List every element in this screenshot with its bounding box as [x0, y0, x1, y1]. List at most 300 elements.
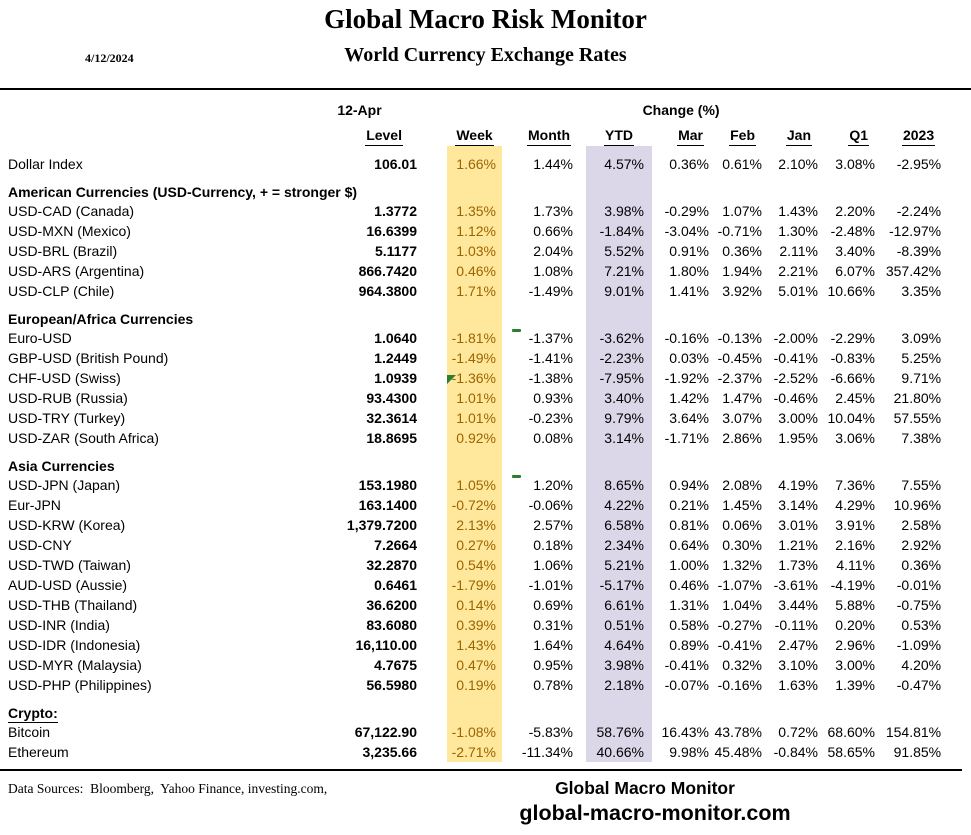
spacer-cell	[419, 515, 447, 535]
table-row	[8, 261, 943, 281]
cell-week: -1.81%	[447, 328, 502, 348]
row-label: USD-CLP (Chile)	[8, 283, 115, 299]
row-label: CHF-USD (Swiss)	[8, 370, 121, 386]
cell-2023: -2.95%	[896, 156, 942, 172]
cell-ytd: -2.23%	[586, 348, 652, 368]
cell-feb: 0.36%	[722, 243, 762, 259]
cell-mar: 3.64%	[669, 410, 709, 426]
cell-mar: -0.07%	[664, 677, 709, 693]
cell-mar: 1.00%	[669, 557, 709, 573]
cell-month: -0.06%	[528, 497, 573, 513]
cell-jan: -0.41%	[773, 350, 818, 366]
page-subtitle: World Currency Exchange Rates	[344, 44, 627, 66]
green-dash-icon	[512, 329, 521, 332]
cell-2023: 9.71%	[901, 370, 942, 386]
cell-2023: 10.96%	[893, 497, 942, 513]
cell-ytd: 6.61%	[586, 595, 652, 615]
row-label: Eur-JPN	[8, 497, 61, 513]
cell-q1: 10.66%	[827, 283, 875, 299]
cell-mar: -1.71%	[664, 430, 709, 446]
cell-level: 7.2664	[374, 537, 417, 553]
cell-ytd: 58.76%	[586, 722, 652, 742]
col-header-q1: Q1	[820, 120, 877, 146]
cell-feb: 43.78%	[714, 724, 762, 740]
spacer-cell	[419, 615, 447, 635]
cell-q1: 4.29%	[835, 497, 875, 513]
col-header-jan: Jan	[764, 120, 820, 146]
cell-month: 1.06%	[533, 557, 573, 573]
table-row	[8, 348, 943, 368]
spacer-cell	[575, 146, 586, 154]
table-row	[8, 428, 943, 448]
spacer-cell	[575, 428, 586, 448]
cell-q1: 4.11%	[836, 557, 875, 573]
cell-jan: 3.44%	[778, 597, 818, 613]
section-label	[8, 695, 419, 722]
week-band-cell	[447, 695, 502, 722]
cell-level: 964.3800	[358, 283, 417, 299]
cell-month: 1.64%	[533, 637, 573, 653]
cell-jan: 2.47%	[778, 637, 818, 653]
cell-week: 0.14%	[447, 595, 502, 615]
cell-level: 1.0939	[374, 370, 417, 386]
spacer-cell	[575, 261, 586, 281]
cell-month: -1.41%	[528, 350, 573, 366]
cell-feb: 2.86%	[722, 430, 762, 446]
cell-mar: -3.04%	[664, 223, 709, 239]
cell-week: 0.46%	[447, 261, 502, 281]
cell-month: 0.31%	[533, 617, 573, 633]
table-row	[8, 722, 943, 742]
week-band-cell	[447, 301, 502, 328]
cell-level: 56.5980	[366, 677, 417, 693]
cell-q1: 2.45%	[835, 390, 875, 406]
cell-ytd: 40.66%	[586, 742, 652, 762]
spacer-cell	[575, 475, 586, 495]
cell-mar: -0.16%	[664, 330, 709, 346]
cell-feb: -0.13%	[717, 330, 762, 346]
row-label: Bitcoin	[8, 724, 51, 740]
cell-jan: 3.10%	[778, 657, 818, 673]
spacer-cell	[8, 120, 300, 146]
change-pct-header: Change (%)	[642, 102, 720, 118]
cell-jan: 3.00%	[778, 410, 818, 426]
cell-2023: 57.55%	[893, 410, 942, 426]
spacer-cell	[419, 146, 447, 154]
cell-level: 5.1177	[374, 243, 417, 259]
cell-2023: -0.01%	[896, 577, 942, 593]
cell-mar: 0.89%	[669, 637, 709, 653]
spacer-cell	[419, 722, 447, 742]
spacer-cell	[419, 120, 447, 146]
brand-url: global-macro-monitor.com	[519, 801, 791, 825]
cell-ytd: 7.21%	[586, 261, 652, 281]
cell-week: -0.72%	[447, 495, 502, 515]
cell-jan: 3.01%	[778, 517, 818, 533]
spacer-cell	[419, 428, 447, 448]
cell-mar: 0.94%	[669, 477, 709, 493]
cell-q1: -4.19%	[830, 577, 875, 593]
cell-month: 0.69%	[533, 597, 573, 613]
cell-week: -1.36%	[447, 368, 502, 388]
cell-q1: 2.20%	[835, 203, 875, 219]
spacer-cell	[419, 575, 447, 595]
spacer-cell	[575, 535, 586, 555]
cell-month: 2.04%	[533, 243, 573, 259]
cell-month: 0.95%	[533, 657, 573, 673]
cell-2023: 3.35%	[901, 283, 942, 299]
spacer-cell	[419, 448, 447, 475]
cell-ytd: 9.01%	[586, 281, 652, 301]
spacer-cell	[8, 100, 300, 120]
col-header-month: Month	[502, 120, 575, 146]
cell-week: 1.12%	[447, 221, 502, 241]
section-header-row	[8, 695, 943, 722]
cell-q1: 10.04%	[827, 410, 875, 426]
spacer-cell	[502, 174, 575, 201]
spacer-cell	[419, 174, 447, 201]
spacer-cell	[575, 575, 586, 595]
cell-week: 0.27%	[447, 535, 502, 555]
cell-jan: -2.00%	[773, 330, 818, 346]
cell-week: -2.71%	[447, 742, 502, 762]
cell-month: -5.83%	[528, 724, 573, 740]
cell-ytd: 5.52%	[586, 241, 652, 261]
row-label: Euro-USD	[8, 330, 72, 346]
week-band-cell	[447, 146, 502, 154]
col-header-ytd: YTD	[586, 120, 652, 146]
table-row	[8, 742, 943, 762]
spacer-cell	[419, 301, 447, 328]
cell-month: 1.20%	[533, 477, 573, 493]
spacer-cell	[575, 301, 586, 328]
table-row	[8, 615, 943, 635]
row-label: GBP-USD (British Pound)	[8, 350, 169, 366]
spacer-cell	[652, 695, 943, 722]
cell-level: 16.6399	[366, 223, 417, 239]
spacer-cell	[419, 348, 447, 368]
cell-2023: 5.25%	[901, 350, 942, 366]
cell-level: 67,122.90	[354, 724, 417, 740]
row-label: USD-THB (Thailand)	[8, 597, 138, 613]
spacer-cell	[652, 448, 943, 475]
spacer-cell	[419, 241, 447, 261]
cell-q1: -2.48%	[830, 223, 875, 239]
cell-mar: 0.58%	[669, 617, 709, 633]
section-label	[8, 174, 419, 201]
cell-2023: 7.55%	[901, 477, 942, 493]
ytd-band-cell	[586, 174, 652, 201]
cell-2023: 357.42%	[885, 263, 942, 279]
row-label: USD-IDR (Indonesia)	[8, 637, 141, 653]
cell-ytd: 3.98%	[586, 655, 652, 675]
cell-month: -0.23%	[528, 410, 573, 426]
cell-week: 0.92%	[447, 428, 502, 448]
section-label-text: Crypto:	[8, 705, 58, 721]
cell-q1: 1.39%	[835, 677, 875, 693]
week-band-cell	[447, 174, 502, 201]
cell-month: -1.38%	[528, 370, 573, 386]
row-label: USD-INR (India)	[8, 617, 110, 633]
cell-mar: 1.31%	[669, 597, 709, 613]
table-row	[8, 201, 943, 221]
spacer-cell	[575, 655, 586, 675]
cell-2023: -1.09%	[896, 637, 942, 653]
spacer-cell	[8, 146, 419, 154]
cell-2023: 154.81%	[885, 724, 942, 740]
cell-mar: 0.21%	[669, 497, 709, 513]
cell-level: 1.0640	[374, 330, 417, 346]
table-body	[8, 146, 943, 762]
spacer-cell	[575, 742, 586, 762]
cell-jan: 1.73%	[778, 557, 818, 573]
cell-feb: -0.16%	[717, 677, 762, 693]
spacer-cell	[575, 281, 586, 301]
cell-ytd: 4.22%	[586, 495, 652, 515]
row-label: Ethereum	[8, 744, 69, 760]
spacer-cell	[575, 615, 586, 635]
table-row	[8, 635, 943, 655]
spacer-cell	[575, 348, 586, 368]
col-header-2023: 2023	[877, 120, 943, 146]
cell-feb: -0.71%	[717, 223, 762, 239]
spacer-cell	[652, 174, 943, 201]
cell-jan: -3.61%	[773, 577, 818, 593]
cell-mar: 0.64%	[669, 537, 709, 553]
cell-ytd: 0.51%	[586, 615, 652, 635]
cell-ytd: 6.58%	[586, 515, 652, 535]
spacer-cell	[419, 201, 447, 221]
cell-mar: 0.36%	[669, 156, 709, 172]
cell-jan: 1.30%	[778, 223, 818, 239]
row-label: USD-KRW (Korea)	[8, 517, 126, 533]
spacer-cell	[419, 695, 447, 722]
cell-month: -1.01%	[528, 577, 573, 593]
cell-ytd: 3.98%	[586, 201, 652, 221]
cell-feb: 3.07%	[722, 410, 762, 426]
table-row	[8, 408, 943, 428]
table-row	[8, 495, 943, 515]
cell-level: 32.2870	[366, 557, 417, 573]
report-date: 4/12/2024	[85, 51, 134, 65]
table-row	[8, 675, 943, 695]
cell-level: 3,235.66	[362, 744, 417, 760]
cell-week: 1.35%	[447, 201, 502, 221]
week-band-cell	[447, 448, 502, 475]
spacer-cell	[419, 328, 447, 348]
cell-feb: 0.61%	[722, 156, 762, 172]
section-header-row	[8, 448, 943, 475]
cell-ytd: -1.84%	[586, 221, 652, 241]
row-label: USD-ARS (Argentina)	[8, 263, 145, 279]
cell-q1: 3.40%	[835, 243, 875, 259]
cell-level: 163.1400	[358, 497, 417, 513]
cell-jan: 3.14%	[778, 497, 818, 513]
cell-2023: -0.47%	[896, 677, 942, 693]
cell-feb: 1.47%	[722, 390, 762, 406]
spacer-cell	[575, 368, 586, 388]
cell-week: 1.66%	[447, 154, 502, 174]
cell-level: 18.8695	[366, 430, 417, 446]
cell-month: 0.08%	[533, 430, 573, 446]
brand-name: Global Macro Monitor	[555, 778, 735, 798]
cell-2023: -12.97%	[888, 223, 942, 239]
cell-mar: 0.81%	[669, 517, 709, 533]
cell-mar: -0.29%	[664, 203, 709, 219]
table-row	[8, 281, 943, 301]
spacer-cell	[575, 201, 586, 221]
cell-q1: -0.83%	[830, 350, 875, 366]
cell-feb: 1.04%	[722, 597, 762, 613]
spacer-cell	[419, 635, 447, 655]
row-label: USD-BRL (Brazil)	[8, 243, 118, 259]
cell-week: 1.01%	[447, 388, 502, 408]
cell-week: 1.43%	[447, 635, 502, 655]
cell-ytd: 2.34%	[586, 535, 652, 555]
cell-week: -1.49%	[447, 348, 502, 368]
cell-feb: 1.94%	[722, 263, 762, 279]
level-date-header: 12-Apr	[337, 102, 382, 118]
cell-mar: 1.80%	[669, 263, 709, 279]
table-row	[8, 241, 943, 261]
cell-level: 4.7675	[374, 657, 417, 673]
cell-jan: 1.43%	[778, 203, 818, 219]
cell-q1: 3.91%	[835, 517, 875, 533]
cell-level: 106.01	[374, 156, 417, 172]
cell-mar: 1.42%	[669, 390, 709, 406]
cell-2023: 21.80%	[893, 390, 942, 406]
green-comment-triangle-icon	[447, 375, 456, 384]
cell-week: 1.01%	[447, 408, 502, 428]
cell-2023: 2.58%	[901, 517, 942, 533]
cell-jan: -0.84%	[773, 744, 818, 760]
cell-month: -11.34%	[521, 744, 573, 760]
table-row	[8, 221, 943, 241]
footer-divider	[0, 769, 962, 771]
cell-2023: 4.20%	[901, 657, 942, 673]
spacer-cell	[419, 555, 447, 575]
cell-ytd: -7.95%	[586, 368, 652, 388]
row-label: USD-MYR (Malaysia)	[8, 657, 142, 673]
cell-mar: -0.41%	[664, 657, 709, 673]
table-row	[8, 655, 943, 675]
section-label-text: European/Africa Currencies	[8, 311, 194, 327]
cell-ytd: 4.64%	[586, 635, 652, 655]
col-header-feb: Feb	[710, 120, 764, 146]
cell-level: 1,379.7200	[346, 517, 417, 533]
cell-2023: 91.85%	[893, 744, 942, 760]
cell-level: 1.2449	[374, 350, 417, 366]
spacer-cell	[419, 221, 447, 241]
cell-level: 93.4300	[366, 390, 417, 406]
spacer-cell	[419, 368, 447, 388]
cell-week: 1.03%	[447, 241, 502, 261]
spacer-cell	[575, 448, 586, 475]
cell-jan: -0.11%	[774, 617, 818, 633]
header-divider	[0, 88, 971, 90]
cell-feb: 0.32%	[722, 657, 762, 673]
cell-week: 1.05%	[447, 475, 502, 495]
cell-q1: 3.06%	[835, 430, 875, 446]
spacer-cell	[575, 675, 586, 695]
cell-week: 0.47%	[447, 655, 502, 675]
cell-month: 1.08%	[533, 263, 573, 279]
cell-2023: -8.39%	[896, 243, 942, 259]
section-label	[8, 448, 419, 475]
cell-month: -1.37%	[528, 330, 573, 346]
row-label: USD-TRY (Turkey)	[8, 410, 126, 426]
spacer-cell	[419, 742, 447, 762]
cell-feb: 2.08%	[722, 477, 762, 493]
cell-q1: 3.00%	[835, 657, 875, 673]
cell-q1: -2.29%	[830, 330, 875, 346]
cell-week: -1.08%	[447, 722, 502, 742]
spacer-cell	[575, 174, 586, 201]
spacer-cell	[575, 495, 586, 515]
fx-rates-table	[8, 100, 943, 762]
cell-mar: 16.43%	[661, 724, 709, 740]
cell-ytd: 8.65%	[586, 475, 652, 495]
cell-jan: 1.63%	[778, 677, 818, 693]
cell-2023: 3.09%	[901, 330, 942, 346]
spacer-cell	[575, 695, 586, 722]
spacer-cell	[575, 221, 586, 241]
cell-feb: 1.07%	[722, 203, 762, 219]
cell-feb: 0.06%	[722, 517, 762, 533]
cell-week: 0.54%	[447, 555, 502, 575]
spacer-cell	[575, 154, 586, 174]
table-header-row	[8, 120, 943, 146]
spacer-cell	[502, 301, 575, 328]
table-row	[8, 368, 943, 388]
ytd-band-cell	[586, 146, 652, 154]
cell-feb: -2.37%	[717, 370, 762, 386]
cell-ytd: 3.14%	[586, 428, 652, 448]
cell-feb: 1.32%	[722, 557, 762, 573]
cell-jan: 0.72%	[778, 724, 818, 740]
cell-2023: -2.24%	[896, 203, 942, 219]
spacer-cell	[575, 328, 586, 348]
cell-q1: 0.20%	[835, 617, 875, 633]
spacer-cell	[502, 146, 575, 154]
cell-feb: -1.07%	[717, 577, 762, 593]
cell-feb: 0.30%	[722, 537, 762, 553]
table-row	[8, 388, 943, 408]
cell-jan: -0.46%	[773, 390, 818, 406]
cell-mar: -1.92%	[664, 370, 709, 386]
cell-month: 0.66%	[533, 223, 573, 239]
cell-feb: 1.45%	[722, 497, 762, 513]
spacer-cell	[419, 535, 447, 555]
spacer-cell	[575, 635, 586, 655]
table-row	[8, 575, 943, 595]
col-header-mar: Mar	[652, 120, 710, 146]
cell-month: 1.73%	[533, 203, 573, 219]
spacer-cell	[502, 695, 575, 722]
cell-month: 2.57%	[533, 517, 573, 533]
cell-jan: 1.95%	[778, 430, 818, 446]
col-header-level: Level	[300, 120, 419, 146]
table-row	[8, 154, 943, 174]
spacer-cell	[419, 595, 447, 615]
cell-q1: 6.07%	[835, 263, 875, 279]
spacer-cell	[419, 675, 447, 695]
row-label: USD-TWD (Taiwan)	[8, 557, 131, 573]
spacer-cell	[575, 408, 586, 428]
cell-q1: -6.66%	[830, 370, 875, 386]
cell-month: 0.18%	[533, 537, 573, 553]
table-row	[8, 595, 943, 615]
